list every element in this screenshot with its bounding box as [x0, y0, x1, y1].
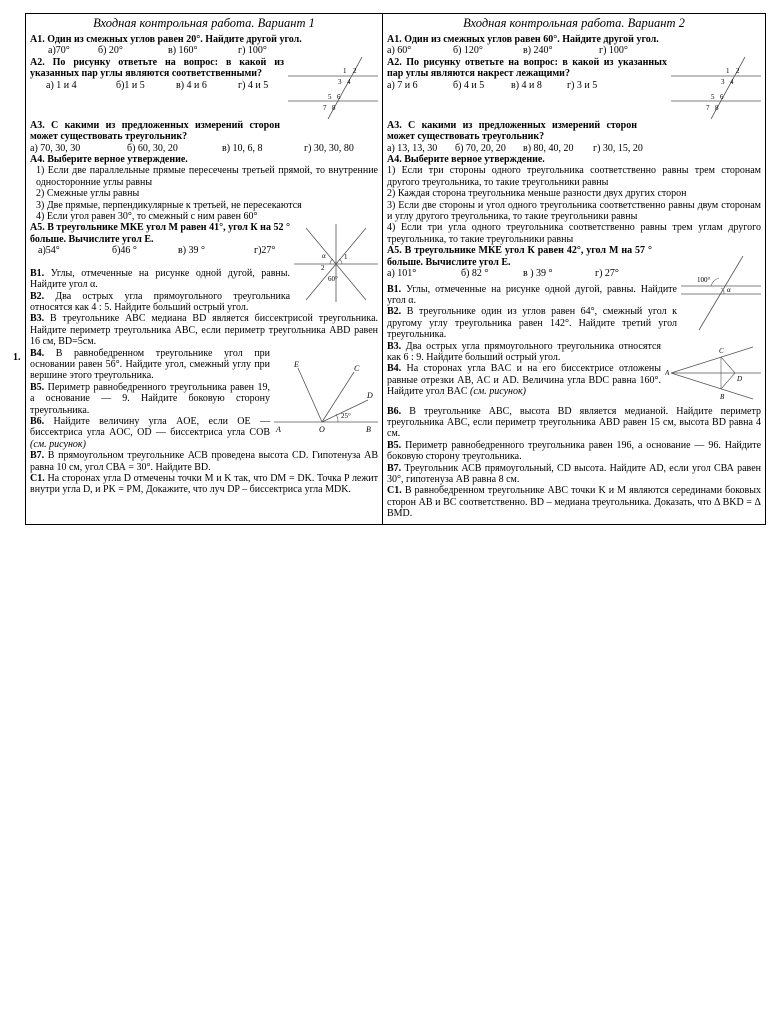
- v1-a2-figure: [288, 57, 378, 119]
- v1-a2-label-8: 8: [332, 103, 336, 112]
- v2-a2-figure: [671, 57, 761, 119]
- v2-b4-figure: [665, 343, 761, 405]
- v2-a2-question: А2. По рисунку ответьте на вопрос: в какой из указанных пар углы являются накрест лежащими?: [387, 56, 667, 80]
- v1-a2-options: [30, 80, 284, 91]
- v1-a2-label-4: 4: [347, 77, 351, 86]
- v2-b6-task: В6. В треугольнике ABC, высота BD является медианой. Найдите периметр треугольника ABC, если периметр треугольника ABD равен 15 см, высота BD равна 4 см.: [387, 405, 761, 440]
- v1-b5-task: В5. Периметр равнобедренного треугольника равен 19, а основание — 9. Найдите боковую сторону треугольника.: [30, 381, 270, 416]
- v2-a2-label-2: 2: [736, 66, 740, 75]
- v1-b1-label-60: 60°: [328, 275, 338, 284]
- v1-b1-task: В1. Углы, отмеченные на рисунке одной дугой, равны. Найдите угол α.: [30, 267, 291, 291]
- v1-b6-label-d: D: [367, 390, 373, 400]
- v1-a3-option-c: в) 10, 6, 8: [222, 142, 263, 154]
- v1-a2-label-2: 2: [353, 66, 357, 75]
- v2-b1-figure: [681, 252, 761, 332]
- v2-a4-statement-1: 1) Если три стороны одного треугольника соответственно равны трем сторонам другого треугольника, то такие треугольники равны: [387, 165, 761, 188]
- v2-a2-label-5: 5: [711, 92, 715, 101]
- v1-a5-options: [30, 245, 290, 256]
- v1-a2-option-a: а) 1 и 4: [46, 79, 77, 91]
- v1-b6-label-c: C: [354, 363, 360, 373]
- v1-a3-option-d: г) 30, 30, 80: [304, 142, 354, 154]
- v1-a2-option-c: в) 4 и 6: [176, 79, 207, 91]
- v1-b6-label-e: E: [294, 359, 299, 369]
- v2-a3-question: А3. С какими из предложенных измерений сторон может существовать треугольник?: [387, 119, 637, 143]
- v2-b3-task: В3. Два острых угла прямоугольного треугольника относятся как 6 : 9. Найдите больший острый угол.: [387, 340, 661, 363]
- v1-a4-statement-3: 3) Две прямые, перпендикулярные к третьей, не пересекаются: [36, 199, 302, 211]
- v2-a2-label-6: 6: [720, 92, 724, 101]
- v1-a3-options: [30, 143, 378, 154]
- variant-1-title: Входная контрольная работа. Вариант 1: [93, 16, 315, 30]
- v1-b7-task: В7. В прямоугольном треугольнике АСВ проведена высота CD. Гипотенуза АВ равна 10 см, угол СВА = 30°. Найдите BD.: [30, 450, 378, 473]
- v2-b4-task: В4. На сторонах угла BAC и на его биссектрисе отложены равные отрезки AB, AC и AD. Величина угла BDC равна 160°. Найдите угол BAC (см. рисунок): [387, 363, 661, 398]
- v2-b4-label-c: C: [719, 346, 724, 355]
- v2-b7-task: В7. Треугольник АСВ прямоугольный, CD высота. Найдите AD, если угол СВА равен 30°, гипотенуза АВ равна 8 см.: [387, 462, 762, 485]
- v2-a2-option-d: г) 3 и 5: [567, 79, 598, 91]
- v1-a4-question: А4. Выберите верное утверждение.: [30, 154, 188, 166]
- v2-a5-option-a: а) 101°: [387, 268, 417, 280]
- v2-a5-option-b: б) 82 °: [461, 268, 489, 280]
- v1-a4-statement-1: 1) Если две параллельные прямые пересечены третьей прямой, то внутренние односторонние углы равны: [36, 165, 378, 188]
- v2-a2-label-1: 1: [726, 66, 730, 75]
- v2-a1-option-c: в) 240°: [523, 45, 553, 57]
- v1-b1-label-alpha: α: [322, 252, 326, 261]
- v1-a2-label-3: 3: [338, 77, 342, 86]
- v2-b4-label-a: A: [665, 368, 670, 377]
- v2-a3-options: [387, 143, 761, 154]
- v1-a1-options: [30, 45, 378, 56]
- v1-b1-label-2: 2: [321, 264, 325, 273]
- v1-a2-label-6: 6: [337, 92, 341, 101]
- v1-b1-label-1: 1: [344, 253, 348, 262]
- v1-a5-option-d: г)27°: [254, 245, 276, 257]
- v1-a5-option-c: в) 39 °: [178, 245, 206, 257]
- v1-a2-option-d: г) 4 и 5: [238, 79, 269, 91]
- test-sheet: [25, 13, 766, 525]
- v2-b5-task: В5. Периметр равнобедренного треугольника равен 196, а основание — 96. Найдите боковую сторону треугольника.: [387, 439, 762, 463]
- v1-b2-task: В2. Два острых угла прямоугольного треугольника относятся как 4 : 5. Найдите больший острый угол.: [30, 290, 291, 313]
- v1-a2-label-1: 1: [343, 66, 347, 75]
- v1-a4-statement-2: 2) Смежные углы равны: [36, 188, 140, 200]
- v2-b1-label-alpha: α: [727, 285, 731, 294]
- v2-b1-label-100: 100°: [697, 275, 711, 284]
- v1-a1-option-d: г) 100°: [238, 45, 267, 57]
- v2-a2-option-c: в) 4 и 8: [511, 79, 542, 91]
- v2-a2-label-4: 4: [730, 77, 734, 86]
- v1-a5-question: А5. В треугольнике МКЕ угол М равен 41°, угол К на 52 ° больше. Вычислите угол Е.: [30, 222, 290, 245]
- v2-a1-question: А1. Один из смежных углов равен 60°. Найдите другой угол.: [387, 34, 659, 45]
- v2-a5-option-c: в ) 39 °: [523, 268, 553, 280]
- v2-a3-option-d: г) 30, 15, 20: [593, 142, 643, 154]
- v2-a2-option-b: б) 4 и 5: [453, 79, 485, 91]
- v2-a3-option-a: а) 13, 13, 30: [387, 142, 438, 154]
- v1-b1-figure: [294, 224, 378, 302]
- v2-b4-label-d: D: [737, 374, 743, 383]
- v2-b4-label-b: B: [720, 392, 725, 401]
- v1-c1-task: С1. На сторонах угла D отмечены точки M и K так, что DM = DK. Точка P лежит внутри угла D, и PK = PM, Докажите, что луч DP – биссектриса угла MDK.: [30, 473, 379, 496]
- v1-a3-option-b: б) 60, 30, 20: [127, 142, 178, 154]
- v1-a3-option-a: а) 70, 30, 30: [30, 142, 81, 154]
- v1-b6-label-o: O: [319, 424, 325, 434]
- v1-a4-statement-4: 4) Если угол равен 30°, то смежный с ним равен 60°: [36, 211, 258, 223]
- v1-a2-question: А2. По рисунку ответьте на вопрос: в какой из указанных пар углы являются соответственными?: [30, 56, 284, 80]
- v2-a1-option-d: г) 100°: [599, 45, 628, 57]
- v2-a3-option-b: б) 70, 20, 20: [455, 142, 506, 154]
- v2-a5-question: А5. В треугольнике МКЕ угол К равен 42°, угол М на 57 ° больше. Вычислите угол Е.: [387, 245, 652, 268]
- v1-a1-question: А1. Один из смежных углов равен 20°. Найдите другой угол.: [30, 34, 302, 45]
- v2-a2-options: [387, 80, 667, 91]
- v1-a2-label-7: 7: [323, 103, 327, 112]
- v2-a1-option-b: б) 120°: [453, 45, 483, 57]
- v1-a5-option-b: б)46 °: [112, 245, 137, 257]
- v1-b6-label-b: B: [366, 424, 371, 434]
- v2-a2-label-7: 7: [706, 103, 710, 112]
- v1-b4-task: В4. В равнобедренном треугольнике угол при основании равен 56°. Найдите угол, смежный углу при вершине этого треугольника.: [30, 347, 270, 382]
- v1-a1-option-c: в) 160°: [168, 45, 198, 57]
- side-number: 1.: [13, 352, 21, 363]
- v2-a4-statement-4: 4) Если три угла одного треугольника соответственно равны трем углам другого треугольника, то такие треугольники равны: [387, 222, 761, 245]
- v2-a4-question: А4. Выберите верное утверждение.: [387, 154, 545, 166]
- v1-b6-label-a: A: [276, 424, 281, 434]
- variant-1-column: [26, 14, 383, 525]
- v1-b6-figure: [274, 360, 378, 434]
- v2-a2-label-8: 8: [715, 103, 719, 112]
- variant-2-title: Входная контрольная работа. Вариант 2: [463, 16, 685, 30]
- v1-a3-question: А3. С какими из предложенных измерений сторон может существовать треугольник?: [30, 119, 280, 143]
- v1-b3-task: В3. В треугольнике АВС медиана BD является биссектрисой треугольника. Найдите периметр треугольника ABC, если периметр треугольника ABD равен 16 см, BD=5см.: [30, 313, 379, 348]
- v1-a2-label-5: 5: [328, 92, 332, 101]
- v2-c1-task: С1. В равнобедренном треугольнике ABC точки K и M являются серединами боковых сторон AB и BC соответственно. BD – медиана треугольника. Доказать, что Δ BKD = Δ BMD.: [387, 485, 761, 520]
- v2-a4-statement-2: 2) Каждая сторона треугольника меньше разности двух других сторон: [387, 188, 687, 200]
- v2-a3-option-c: в) 80, 40, 20: [523, 142, 574, 154]
- v2-a5-option-d: г) 27°: [595, 268, 619, 280]
- variant-2-column: [383, 14, 766, 525]
- v2-a2-option-a: а) 7 и 6: [387, 79, 418, 91]
- v1-b6-label-25: 25°: [341, 411, 351, 420]
- v2-b1-task: В1. Углы, отмеченные на рисунке одной дугой, равны. Найдите угол α.: [387, 283, 677, 306]
- v2-a1-option-a: а) 60°: [387, 45, 412, 57]
- v2-a4-statement-3: 3) Если две стороны и угол одного треугольника соответственно равны двум сторонам и углу другого треугольника, то такие треугольники равны: [387, 199, 761, 223]
- v2-a2-label-3: 3: [721, 77, 725, 86]
- v1-a1-option-a: а)70°: [48, 45, 70, 57]
- v1-b6-task: В6. Найдите величину угла AOE, если OE — биссектриса угла AOC, OD — биссектриса угла COB (см. рисунок): [30, 415, 270, 450]
- v2-a1-options: [387, 45, 761, 56]
- v1-a1-option-b: б) 20°: [98, 45, 123, 57]
- v1-a2-option-b: б)1 и 5: [116, 79, 145, 91]
- v2-b2-task: В2. В треугольнике один из углов равен 64°, смежный угол к другому углу треугольника равен 142°. Найдите третий угол треугольника.: [387, 306, 678, 341]
- v1-a5-option-a: а)54°: [38, 245, 60, 257]
